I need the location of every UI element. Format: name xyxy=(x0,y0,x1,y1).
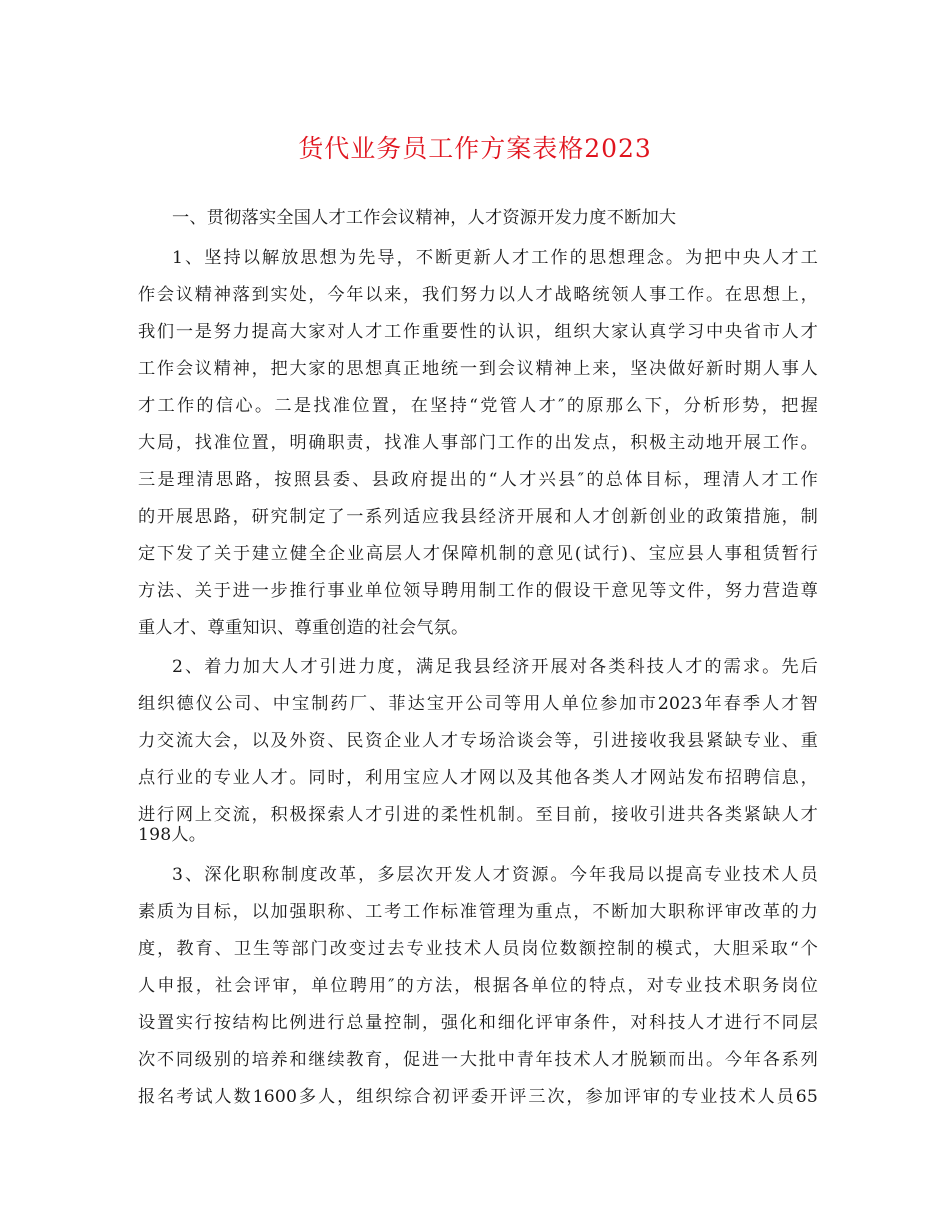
paragraph-line: 力交流大会，以及外资、民资企业人才专场洽谈会等，引进接收我县紧缺专业、重 xyxy=(138,731,818,751)
paragraph-line: 才工作的信心。二是找准位置，在坚持“党管人才″的原那么下，分析形势，把握 xyxy=(138,396,818,416)
paragraph-line: 重人才、尊重知识、尊重创造的社会气氛。 xyxy=(138,618,469,638)
document-title: 货代业务员工作方案表格2023 xyxy=(298,134,652,163)
paragraph-line: 度，教育、卫生等部门改变过去专业技术人员岗位数额控制的模式，大胆采取“个 xyxy=(138,939,818,959)
paragraph-line: 人申报，社会评审，单位聘用″的方法，根据各单位的特点，对专业技术职务岗位 xyxy=(138,976,818,996)
paragraph-line: 进行网上交流，积极探索人才引进的柔性机制。至目前，接收引进共各类紧缺人才 xyxy=(138,805,818,825)
paragraph-line: 198人。 xyxy=(138,825,207,845)
section-heading: 一、贯彻落实全国人才工作会议精神，人才资源开发力度不断加大 xyxy=(172,208,677,228)
paragraph-line: 次不同级别的培养和继续教育，促进一大批中青年技术人才脱颖而出。今年各系列 xyxy=(138,1050,818,1070)
paragraph-line: 点行业的专业人才。同时，利用宝应人才网以及其他各类人才网站发布招聘信息， xyxy=(138,768,818,788)
paragraph-line: 的开展思路，研究制定了一系列适应我县经济开展和人才创新创业的政策措施，制 xyxy=(138,507,818,527)
paragraph-line: 素质为目标，以加强职称、工考工作标准管理为重点，不断加大职称评审改革的力 xyxy=(138,902,818,922)
paragraph-line: 定下发了关于建立健全企业高层人才保障机制的意见(试行)、宝应县人事租赁暂行 xyxy=(138,544,818,564)
paragraph-line: 工作会议精神，把大家的思想真正地统一到会议精神上来，坚决做好新时期人事人 xyxy=(138,359,818,379)
paragraph-line: 组织德仪公司、中宝制药厂、菲达宝开公司等用人单位参加市2023年春季人才智 xyxy=(138,694,818,714)
paragraph-line: 1、坚持以解放思想为先导，不断更新人才工作的思想理念。为把中央人才工 xyxy=(172,248,818,268)
paragraph-line: 2、着力加大人才引进力度，满足我县经济开展对各类科技人才的需求。先后 xyxy=(172,657,818,677)
paragraph-line: 3、深化职称制度改革，多层次开发人才资源。今年我局以提高专业技术人员 xyxy=(172,865,818,885)
paragraph-line: 作会议精神落到实处，今年以来，我们努力以人才战略统领人事工作。在思想上， xyxy=(138,285,818,305)
paragraph-line: 大局，找准位置，明确职责，找准人事部门工作的出发点，积极主动地开展工作。 xyxy=(138,433,818,453)
paragraph-line: 方法、关于进一步推行事业单位领导聘用制工作的假设干意见等文件，努力营造尊 xyxy=(138,581,818,601)
paragraph-line: 我们一是努力提高大家对人才工作重要性的认识，组织大家认真学习中央省市人才 xyxy=(138,322,818,342)
paragraph-line: 三是理清思路，按照县委、县政府提出的“人才兴县″的总体目标，理清人才工作 xyxy=(138,470,818,490)
paragraph-line: 设置实行按结构比例进行总量控制，强化和细化评审条件，对科技人才进行不同层 xyxy=(138,1013,818,1033)
paragraph-line: 报名考试人数1600多人，组织综合初评委开评三次，参加评审的专业技术人员65 xyxy=(138,1087,818,1107)
